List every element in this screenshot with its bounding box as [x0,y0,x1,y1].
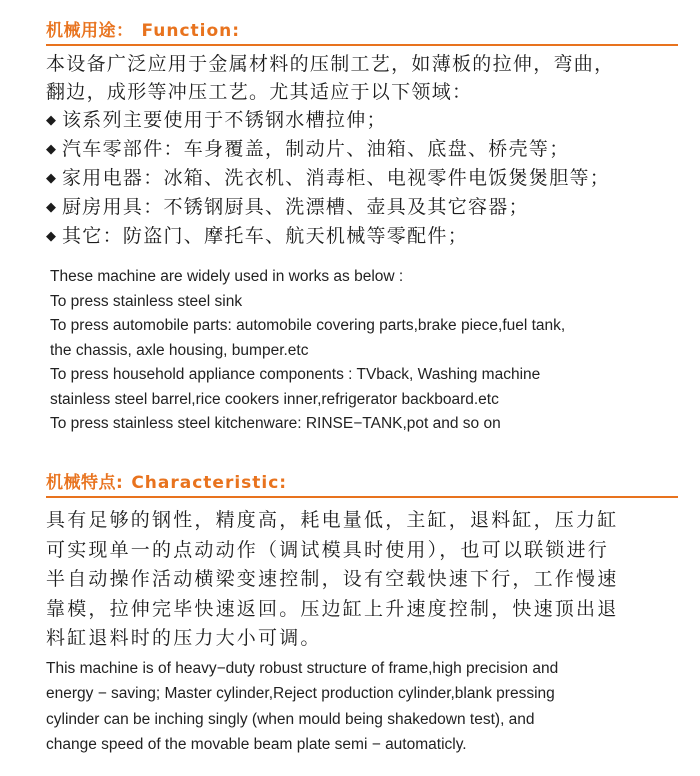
function-heading-zh: 机械用途： [46,21,134,41]
characteristic-heading [46,470,678,498]
function-heading-en: Function: [141,21,241,41]
function-bullet-item [46,164,678,193]
characteristic-zh-line: 可实现单一的点动动作（调试模具时使用），也可以联锁进行 [46,538,609,561]
characteristic-en-line: cylinder can be inching singly (when mould being shakedown test), and [46,710,535,728]
characteristic-en-block [46,656,678,758]
characteristic-zh-line: 具有足够的钢性，精度高，耗电量低，主缸，退料缸，压力缸 [46,509,619,531]
function-bullet-text: 厨房用具：不锈钢厨具、洗漂槽、壶具及其它容器； [62,196,529,218]
function-bullet-text: 家用电器：冰箱、洗衣机、消毒柜、电视零件电饭煲煲胆等； [62,167,611,189]
function-en-line: To press household appliance components : TVback, Washing machine [50,366,541,383]
function-en-line: stainless steel barrel,rice cookers inner,refrigerator backboard.etc [50,390,499,408]
function-intro-line: 本设备广泛应用于金属材料的压制工艺，如薄板的拉伸，弯曲， [46,53,615,75]
function-en-line: the chassis, axle housing, bumper.etc [50,341,309,359]
characteristic-en-line: This machine is of heavy−duty robust structure of frame,high precision and [46,659,559,677]
function-zh-block [46,50,678,251]
function-bullet-text: 该系列主要使用于不锈钢水槽拉伸； [62,109,387,131]
function-heading [46,18,678,46]
function-bullet-text: 汽车零部件：车身覆盖，制动片、油箱、底盘、桥壳等； [62,138,570,160]
function-bullet-item [46,135,678,164]
function-intro-line: 翻边，成形等冲压工艺。尤其适应于以下领域： [46,81,473,103]
diamond-bullet-icon: ◆ [46,200,58,215]
function-en-line: To press stainless steel sink [50,292,243,310]
function-bullet-item [46,106,678,135]
characteristic-en-line: change speed of the movable beam plate semi − automaticly. [46,736,467,753]
characteristic-zh-line: 靠模，拉伸完毕快速返回。压边缸上升速度控制，快速顶出退 [46,597,619,620]
diamond-bullet-icon: ◆ [46,171,58,186]
function-bullet-text: 其它：防盗门、摩托车、航天机械等零配件； [62,225,469,247]
characteristic-zh-line: 半自动操作活动横梁变速控制，设有空载快速下行，工作慢速 [46,568,619,590]
characteristic-en-line: energy − saving; Master cylinder,Reject production cylinder,blank pressing [46,685,555,702]
function-en-block [46,265,678,437]
function-en-line: These machine are widely used in works as below : [50,268,404,285]
characteristic-section [46,470,678,758]
characteristic-zh-line: 料缸退料时的压力大小可调。 [46,627,322,649]
function-bullet-item [46,222,678,251]
characteristic-zh-block [46,506,678,654]
diamond-bullet-icon: ◆ [46,142,58,157]
function-en-line: To press automobile parts: automobile covering parts,brake piece,fuel tank, [50,317,566,334]
function-en-line: To press stainless steel kitchenware: RINSE−TANK,pot and so on [50,415,501,432]
characteristic-heading-en: Characteristic: [131,473,288,493]
diamond-bullet-icon: ◆ [46,113,58,128]
function-bullet-item [46,193,678,222]
diamond-bullet-icon: ◆ [46,229,58,244]
function-section [46,18,678,437]
characteristic-heading-zh: 机械特点: [46,473,124,493]
